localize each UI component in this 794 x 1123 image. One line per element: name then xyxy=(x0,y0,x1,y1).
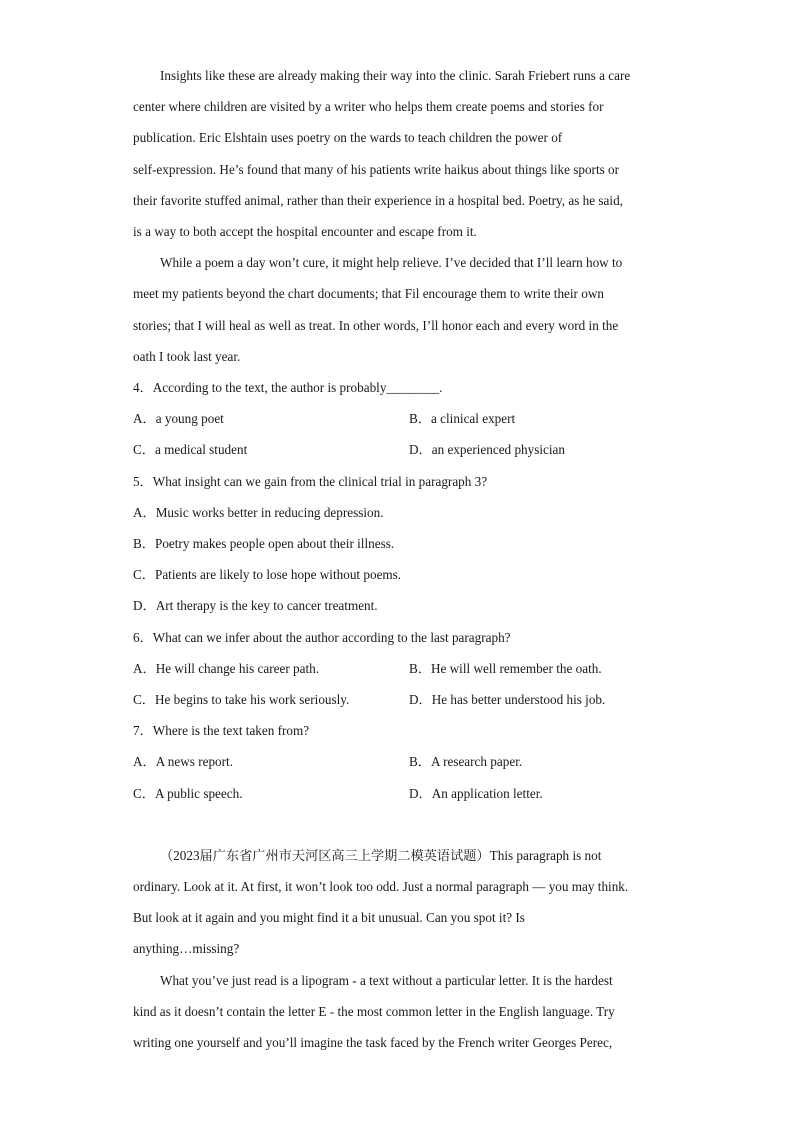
question-stem: 7．Where is the text taken from? xyxy=(133,723,310,739)
option-b[interactable]: B．He will well remember the oath. xyxy=(409,660,602,676)
option-row xyxy=(133,746,665,777)
option-a[interactable]: A．Music works better in reducing depression. xyxy=(133,504,384,520)
question-stem: 5．What insight can we gain from the clinical trial in paragraph 3? xyxy=(133,473,488,489)
text-line: ordinary. Look at it. At first, it won’t look too odd. Just a normal paragraph — you may think. xyxy=(133,879,629,895)
passage1-paragraph-2 xyxy=(133,247,665,372)
question-6 xyxy=(133,622,665,716)
option-a[interactable]: A．He will change his career path. xyxy=(133,660,320,676)
option-a[interactable]: A．A news report. xyxy=(133,754,233,770)
question-7 xyxy=(133,715,665,809)
option-b[interactable]: B．Poetry makes people open about their illness. xyxy=(133,536,395,552)
section-spacer xyxy=(133,809,665,840)
text-line: meet my patients beyond the chart documents; that Fil encourage them to write their own xyxy=(133,286,604,302)
text-line: What you’ve just read is a lipogram - a text without a particular letter. It is the hardest xyxy=(160,972,613,988)
text-line: writing one yourself and you’ll imagine the task faced by the French writer Georges Perec, xyxy=(133,1035,613,1051)
document-page xyxy=(133,60,665,1058)
text-line: their favorite stuffed animal, rather than their experience in a hospital bed. Poetry, as he said, xyxy=(133,192,623,208)
text-line: oath I took last year. xyxy=(133,348,241,364)
option-c[interactable]: C．a medical student xyxy=(133,442,248,458)
option-d[interactable]: D．An application letter. xyxy=(409,785,543,801)
passage1-paragraph-1 xyxy=(133,60,665,247)
question-stem: 4．According to the text, the author is probably________. xyxy=(133,380,443,396)
option-b[interactable]: B．a clinical expert xyxy=(409,411,516,427)
question-stem: 6．What can we infer about the author according to the last paragraph? xyxy=(133,629,511,645)
option-a[interactable]: A．a young poet xyxy=(133,411,224,427)
question-5 xyxy=(133,466,665,622)
option-row xyxy=(133,653,665,684)
text-line: self-expression. He’s found that many of his patients write haikus about things like sports or xyxy=(133,161,620,177)
text-line: Insights like these are already making their way into the clinic. Sarah Friebert runs a care xyxy=(160,68,631,83)
option-c[interactable]: C．A public speech. xyxy=(133,785,243,801)
option-b[interactable]: B．A research paper. xyxy=(409,754,523,770)
text-line: is a way to both accept the hospital encounter and escape from it. xyxy=(133,224,477,240)
option-c[interactable]: C．Patients are likely to lose hope without poems. xyxy=(133,567,402,583)
question-4 xyxy=(133,372,665,466)
passage2-paragraph-2 xyxy=(133,965,665,1059)
text-line: stories; that I will heal as well as treat. In other words, I’ll honor each and every word in the xyxy=(133,317,619,333)
text-line: While a poem a day won’t cure, it might help relieve. I’ve decided that I’ll learn how to xyxy=(160,255,623,271)
text-line: （2023届广东省广州市天河区高三上学期二模英语试题）This paragraph is not xyxy=(160,847,602,863)
passage2-paragraph-1 xyxy=(133,840,665,965)
option-row xyxy=(133,434,665,465)
text-line: publication. Eric Elshtain uses poetry on the wards to teach children the power of xyxy=(133,130,563,146)
option-row xyxy=(133,684,665,715)
option-row xyxy=(133,778,665,809)
option-row xyxy=(133,403,665,434)
option-d[interactable]: D．Art therapy is the key to cancer treatment. xyxy=(133,598,378,614)
option-c[interactable]: C．He begins to take his work seriously. xyxy=(133,692,350,708)
text-line: center where children are visited by a writer who helps them create poems and stories for xyxy=(133,99,604,115)
text-line: But look at it again and you might find it a bit unusual. Can you spot it? Is xyxy=(133,910,525,926)
text-line: kind as it doesn’t contain the letter E - the most common letter in the English language. Try xyxy=(133,1003,615,1019)
option-d[interactable]: D．He has better understood his job. xyxy=(409,692,606,708)
option-d[interactable]: D．an experienced physician xyxy=(409,442,565,458)
text-line: anything…missing? xyxy=(133,941,240,957)
